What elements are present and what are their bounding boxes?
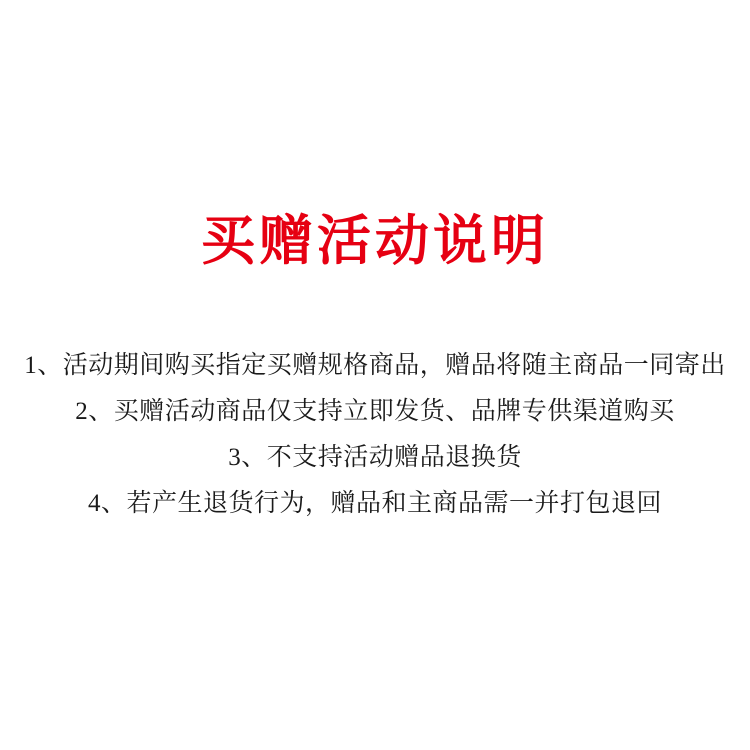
list-item: 3、不支持活动赠品退换货: [228, 444, 522, 472]
list-item: 1、活动期间购买指定买赠规格商品，赠品将随主商品一同寄出: [24, 352, 726, 380]
page-title: 买赠活动说明: [201, 211, 549, 271]
rules-list: [0, 343, 750, 527]
list-item: 2、买赠活动商品仅支持立即发货、品牌专供渠道购买: [75, 398, 675, 426]
list-item: 4、若产生退货行为，赠品和主商品需一并打包退回: [87, 490, 662, 518]
